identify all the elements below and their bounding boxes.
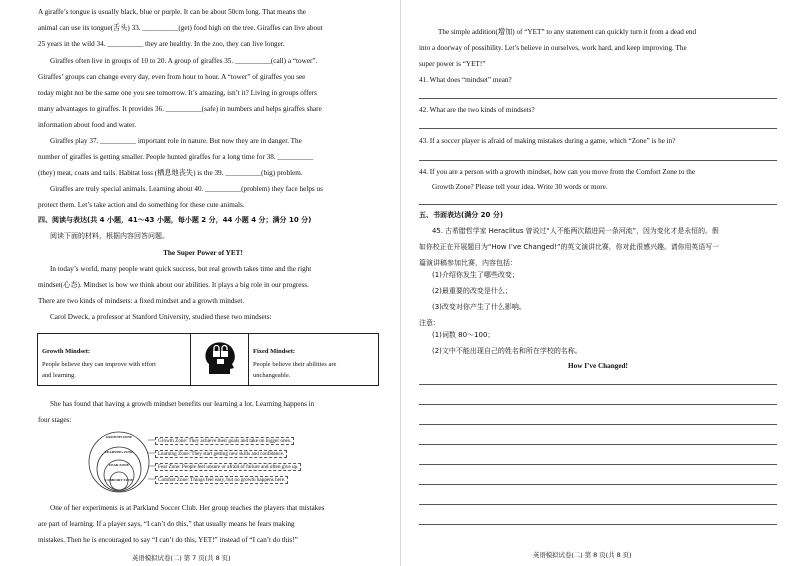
question-43: 43. If a soccer player is afraid of making mistakes during a game, which “Zone” is he in? [419,137,676,145]
fixed-mindset-text-1: People believe their abilities are [253,361,337,368]
answer-line-44[interactable] [419,204,777,205]
essay-line-7[interactable] [419,504,777,505]
para3-line3: (they) meat, coats and tails. Habitat loss (栖息地丧失) is the 39. __________(big) problem. [38,169,303,177]
article-p4-line3: mistakes. Then he is encouraged to say “I can’t do this, YET!” instead of “I can’t do this!” [38,536,298,544]
essay-line-1[interactable] [419,384,777,385]
zone-growth: Growth Zone: They achieve their goals and take on bigger ones. [155,437,294,445]
essay-title: How I’ve Changed! [568,362,628,370]
notes-title: 注意： [419,319,440,327]
fixed-mindset-text-2: unchangeable. [253,372,291,379]
q45-line2: 如你校正在开展题目为“How I’ve Changed!”的英文演讲比赛，你对此很感兴趣。请你用英语写一 [419,243,719,251]
fixed-mindset-title: Fixed Mindset: [253,348,296,355]
circle-label-fear: FEAR ZONE [109,463,129,467]
essay-line-6[interactable] [419,484,777,485]
zone-comfort: Comfort Zone: Things feel easy, but no growth happens here. [155,476,288,484]
para3-line2: number of giraffes is getting smaller. People hunted giraffes for a long time for 38. __________ [38,153,314,161]
para1-line3: 25 years in the wild 34. __________ they are healthy. In the zoo, they can live longer. [38,40,285,48]
circle-label-comfort: COMFORT ZONE [105,478,133,482]
mindset-table [37,333,379,386]
article-p1-line3: There are two kinds of mindsets: a fixed mindset and a growth mindset. [38,297,245,305]
req-item-2: (2)最重要的改变是什么； [432,287,512,295]
para2-line2: Giraffes’ groups can change every day, even from hour to hour. A “tower” of giraffes you see [38,73,306,81]
answer-line-43[interactable] [419,160,777,161]
r-para1-line2: into a doorway of possibility. Let’s believe in ourselves, work hard, and keep improving. The [419,44,687,52]
zone-learning: Learning Zone: They start getting new skills and confidence. [155,450,287,458]
question-44-line1: 44. If you are a person with a growth mindset, how can you move from the Comfort Zone to the [419,168,696,176]
essay-line-2[interactable] [419,404,777,405]
req-item-1: (1)介绍你发生了哪些改变； [432,271,519,279]
question-42: 42. What are the two kinds of mindsets? [419,106,535,114]
para1-line1: A giraffe’s tongue is usually black, blue or purple. It can be about 50cm long. That means the [38,8,306,16]
para2-line3: today might not be the same one you see tomorrow. It’s amazing, isn’t it? Living in groups offers [38,89,317,97]
growth-mindset-title: Growth Mindset: [42,348,91,355]
essay-line-5[interactable] [419,464,777,465]
head-lock-icon [201,340,239,378]
article-p1-line1: In today’s world, many people want quick success, but real growth takes time and the right [50,265,312,273]
note-2: (2)文中不能出现自己的姓名和所在学校的名称。 [432,347,582,355]
circle-label-growth: GROWTH ZONE [105,435,133,439]
table-divider-left [190,334,191,385]
answer-line-41[interactable] [419,98,777,99]
para1-line2: animal can use its tongue(舌头) 33. __________(get) food high on the tree. Giraffes can live about [38,24,323,32]
page-divider [400,0,401,566]
r-para1-line3: super power is “YET!” [419,60,486,68]
right-footer: 英语模拟试卷(二) 第 8 页(共 8 页) [533,551,632,559]
article-p3-line1: She has found that having a growth mindset benefits our learning a lot. Learning happens in [50,400,315,408]
article-p1-line2: mindset(心态). Mindset is how we think about our abilities. It plays a big role in our progress. [38,281,309,289]
growth-mindset-text-1: People believe they can improve with effort [42,361,156,368]
section4-title: 四、阅读与表达(共 4 小题，41～43 小题，每小题 2 分，44 小题 4 分；满分 10 分) [38,216,312,224]
section5-title: 五、书面表达(满分 20 分) [419,211,504,219]
req-item-3: (3)改变对你产生了什么影响。 [432,303,526,311]
zone-circles-diagram [88,431,150,493]
right-page [402,0,800,566]
growth-mindset-text-2: and learning. [42,372,76,379]
question-41: 41. What does “mindset” mean? [419,76,512,84]
para3-line1: Giraffes play 37. __________ important role in nature. But now they are in danger. The [50,137,302,145]
article-p2: Carol Dweck, a professor at Stanford University, studied these two mindsets: [50,313,272,321]
article-p4-line1: One of her experiments is at Parkland Soccer Club. Her group teaches the players that mistakes [50,504,325,512]
note-1: (1)词数 80～100； [432,331,495,339]
table-divider-right [248,334,249,385]
section4-instruction: 阅读下面的材料，根据内容回答问题。 [50,232,169,240]
article-title: The Super Power of YET! [163,249,243,257]
left-footer: 英语模拟试卷(二) 第 7 页(共 8 页) [132,554,231,562]
essay-line-4[interactable] [419,444,777,445]
q45-line3: 篇演讲稿参加比赛，内容包括： [419,259,517,267]
para4-line2: protect them. Let’s take action and do something for these cute animals. [38,201,245,209]
article-p4-line2: are part of learning. If a player says, “I can’t do this,” that usually means he fears making [38,520,295,528]
zone-fear: Fear Zone: People feel unsure or afraid of failure and often give up. [155,463,301,471]
essay-line-3[interactable] [419,424,777,425]
article-p3-line2: four stages: [38,416,72,424]
answer-line-42[interactable] [419,128,777,129]
question-44-line2: Growth Zone? Please tell your idea. Write 30 words or more. [432,183,608,191]
essay-line-8[interactable] [419,524,777,525]
r-para1-line1: The simple addition(增加) of “YET” to any statement can quickly turn it from a dead end [438,28,697,36]
para2-line4: many advantages to giraffes. It provides 36. __________(safe) in numbers and helps giraffes share [38,105,322,113]
para2-line5: information about food and water. [38,121,137,129]
q45-line1: 45. 古希腊哲学家 Heraclitus 曾说过“人不能两次踏进同一条河流”，因为变化才是永恒的。假 [432,227,719,235]
para4-line1: Giraffes are truly special animals. Learning about 40. __________(problem) they face helps us [50,185,323,193]
circle-label-learning: LEARNING ZONE [104,450,134,454]
para2-line1: Giraffes often live in groups of 10 to 20. A group of giraffes 35. __________(call) a “tower”. [50,57,318,65]
